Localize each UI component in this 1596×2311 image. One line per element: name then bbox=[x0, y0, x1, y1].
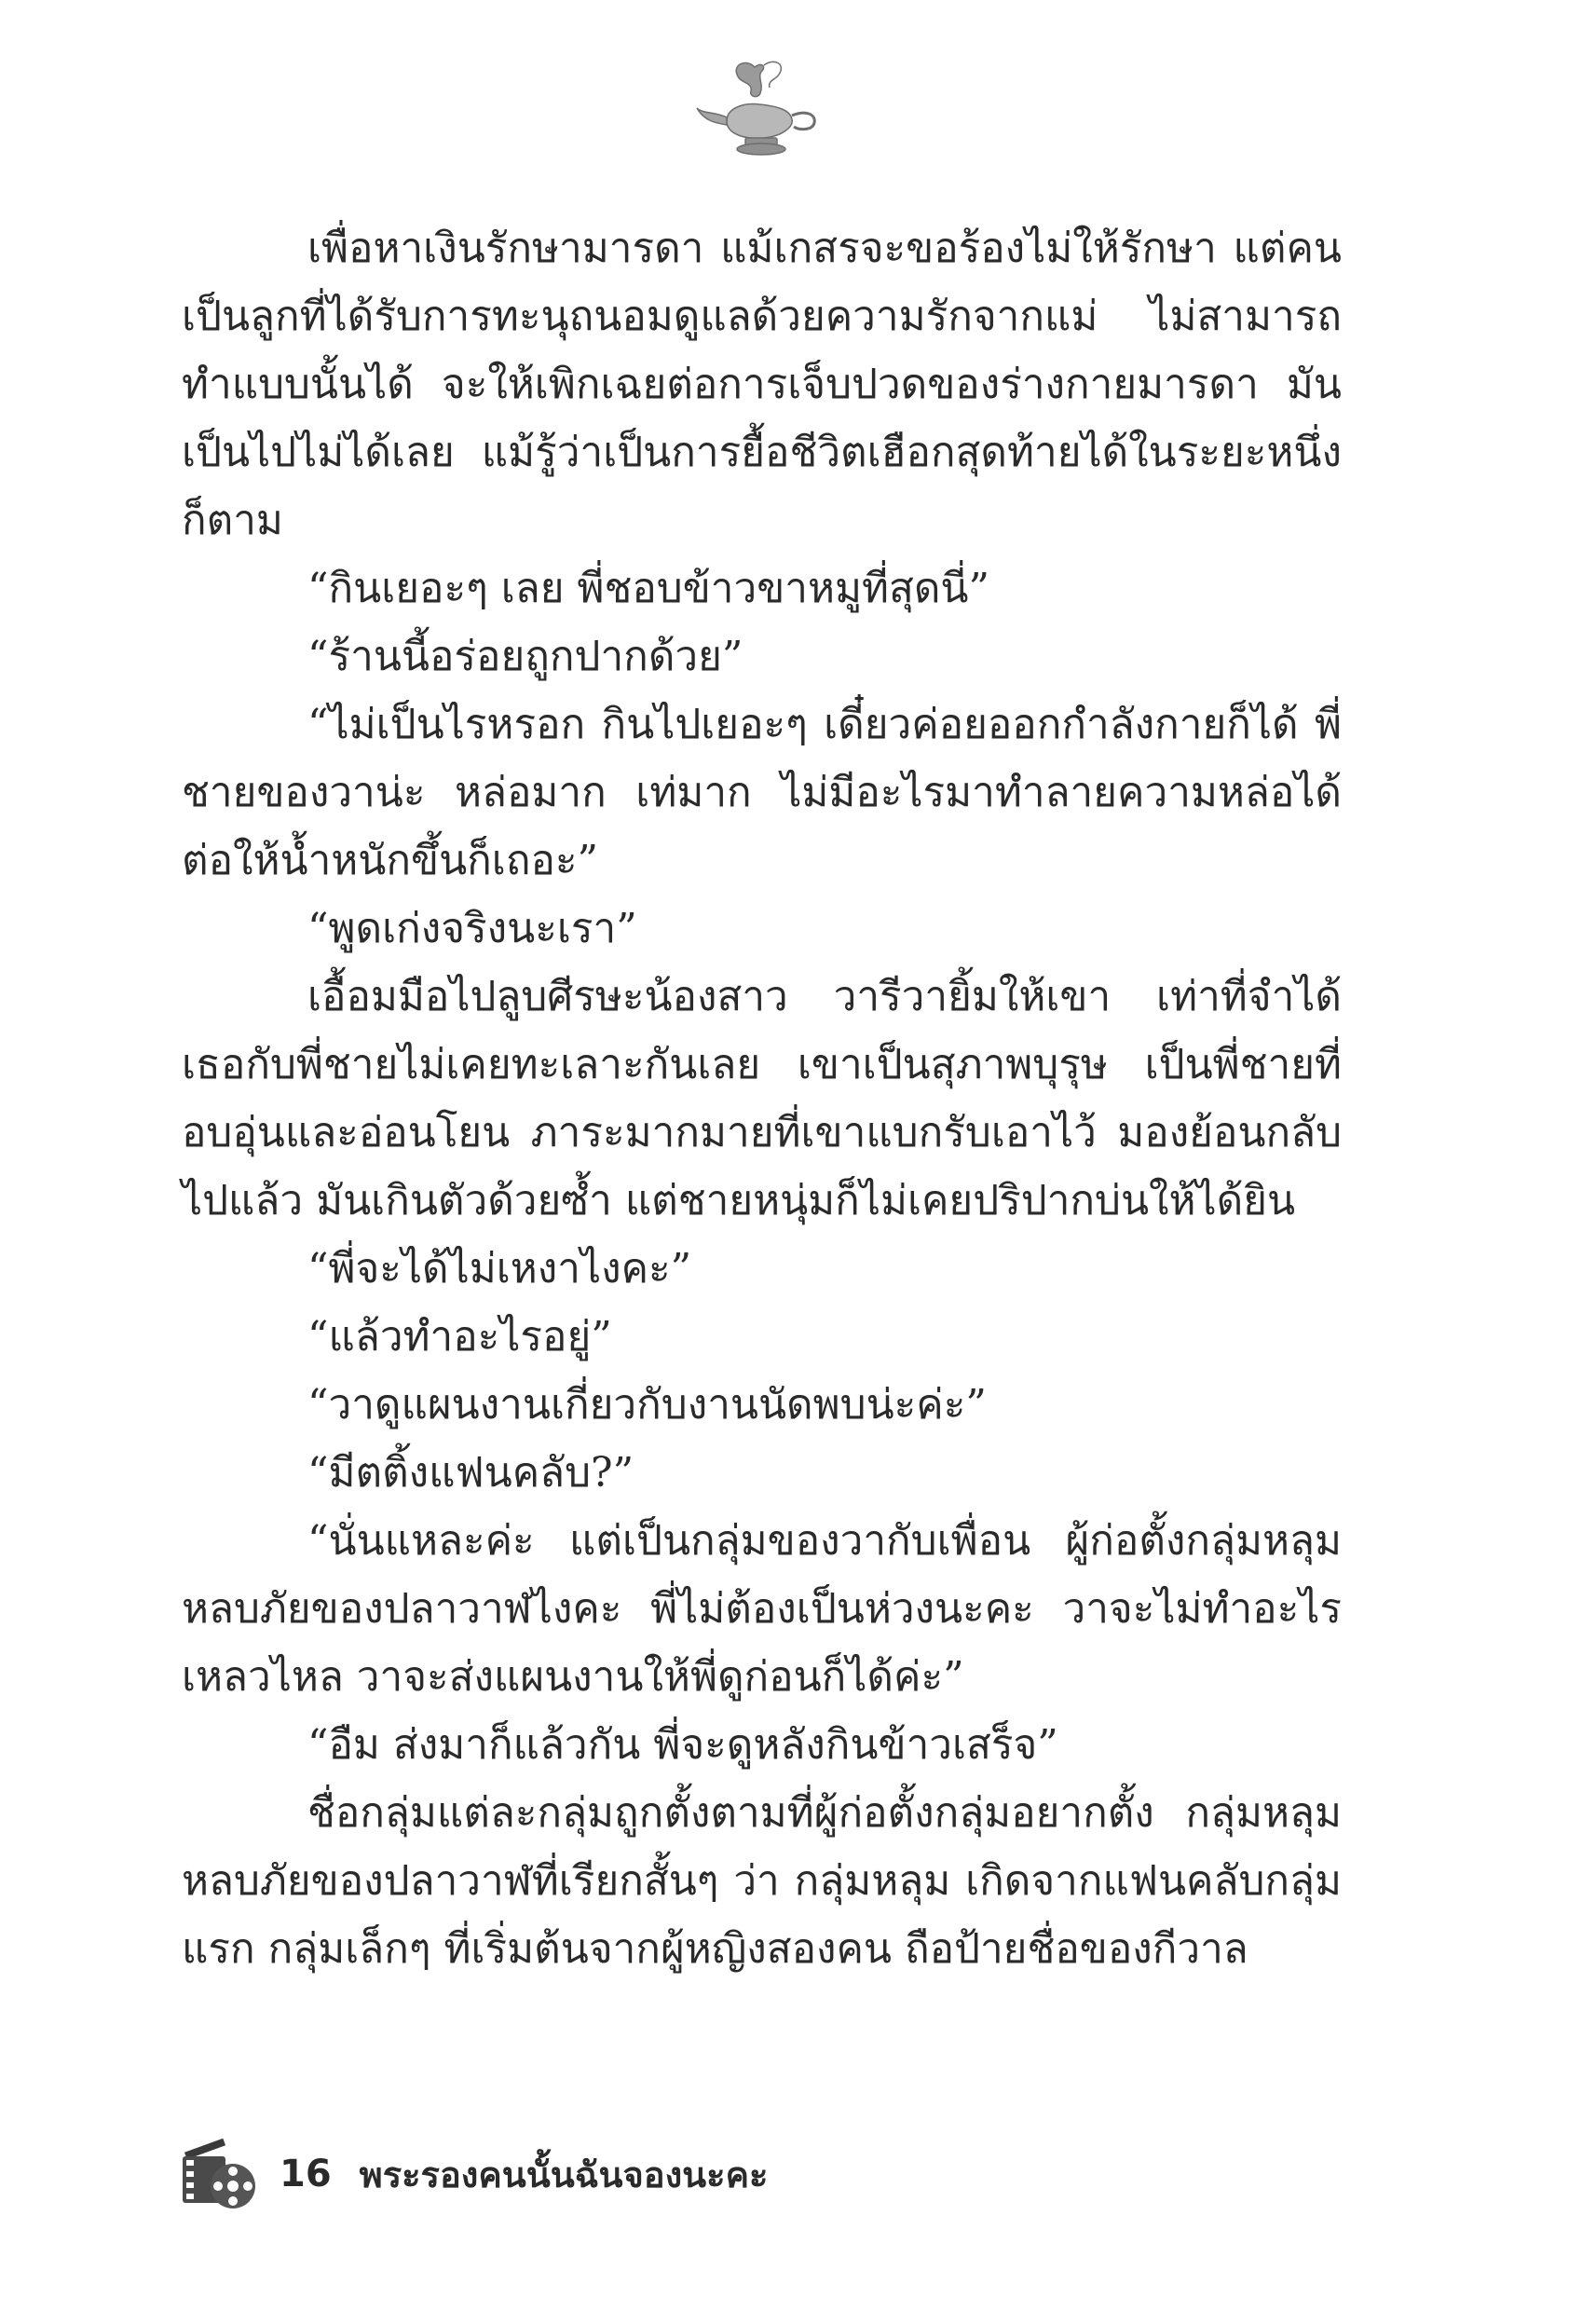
genie-lamp-icon bbox=[689, 56, 829, 158]
dialogue-line: “นั่นแหละค่ะ แต่เป็นกลุ่มของวากับเพื่อน ผู้ก่อตั้งกลุ่มหลุมหลบภัยของปลาวาฬไงคะ พี่ไม่ต้องเป็นห่วงนะคะ วาจะไม่ทำอะไรเหลวไหล วาจะส่งแผนงานให้พี่ดูก่อนก็ได้ค่ะ” bbox=[182, 1517, 1342, 1701]
dialogue-line: “พูดเก่งจริงนะเรา” bbox=[307, 905, 637, 952]
dialogue-line: “พี่จะได้ไม่เหงาไงคะ” bbox=[307, 1245, 692, 1292]
dialogue-line: “มีตติ้งแฟนคลับ?” bbox=[307, 1449, 634, 1497]
dialogue-line: “กินเยอะๆ เลย พี่ชอบข้าวขาหมูที่สุดนี่” bbox=[307, 565, 989, 612]
paragraph: เอื้อมมือไปลูบศีรษะน้องสาว วารีวายิ้มให้เขา เท่าที่จำได้ เธอกับพี่ชายไม่เคยทะเลาะกันเลย เขาเป็นสุภาพบุรุษ เป็นพี่ชายที่อบอุ่นและอ่อนโยน ภาระมากมายที่เขาแบกรับเอาไว้ มองย้อนกลับไปแล้ว มันเกินตัวด้วยซ้ำ แต่ชายหนุ่มก็ไม่เคยปริปากบ่นให้ได้ยิน bbox=[182, 973, 1342, 1224]
paragraph: ชื่อกลุ่มแต่ละกลุ่มถูกตั้งตามที่ผู้ก่อตั้งกลุ่มอยากตั้ง กลุ่มหลุมหลบภัยของปลาวาฬที่เรียกสั้นๆ ว่า กลุ่มหลุม เกิดจากแฟนคลับกลุ่มแรก กลุ่มเล็กๆ ที่เริ่มต้นจากผู้หญิงสองคน ถือป้ายชื่อของกีวาล bbox=[182, 1789, 1342, 1973]
page-footer bbox=[177, 2132, 1016, 2216]
dialogue-line: “อืม ส่งมาก็แล้วกัน พี่จะดูหลังกินข้าวเสร็จ” bbox=[307, 1721, 1058, 1769]
book-title: พระรองคนนั้นฉันจองนะคะ bbox=[359, 2154, 769, 2195]
dialogue-line: “ร้านนี้อร่อยถูกปากด้วย” bbox=[307, 633, 743, 680]
film-reel-icon bbox=[177, 2132, 261, 2216]
dialogue-line: “แล้วทำอะไรอยู่” bbox=[307, 1313, 612, 1361]
dialogue-line: “วาดูแผนงานเกี่ยวกับงานนัดพบน่ะค่ะ” bbox=[307, 1381, 987, 1429]
paragraph: เพื่อหาเงินรักษามารดา แม้เกสรจะขอร้องไม่ให้รักษา แต่คนเป็นลูกที่ได้รับการทะนุถนอมดูแลด้วยความรักจากแม่ ไม่สามารถทำแบบนั้นได้ จะให้เพิกเฉยต่อการเจ็บปวดของร่างกายมารดา มันเป็นไปไม่ได้เลย แม้รู้ว่าเป็นการยื้อชีวิตเฮือกสุดท้ายได้ในระยะหนึ่งก็ตาม bbox=[182, 225, 1342, 544]
dialogue-line: “ไม่เป็นไรหรอก กินไปเยอะๆ เดี๋ยวค่อยออกกำลังกายก็ได้ พี่ชายของวาน่ะ หล่อมาก เท่มาก ไม่มีอะไรมาทำลายความหล่อได้ ต่อให้น้ำหนักขึ้นก็เถอะ” bbox=[182, 701, 1342, 884]
page-number: 16 bbox=[280, 2153, 332, 2195]
page-body bbox=[182, 214, 1342, 1983]
